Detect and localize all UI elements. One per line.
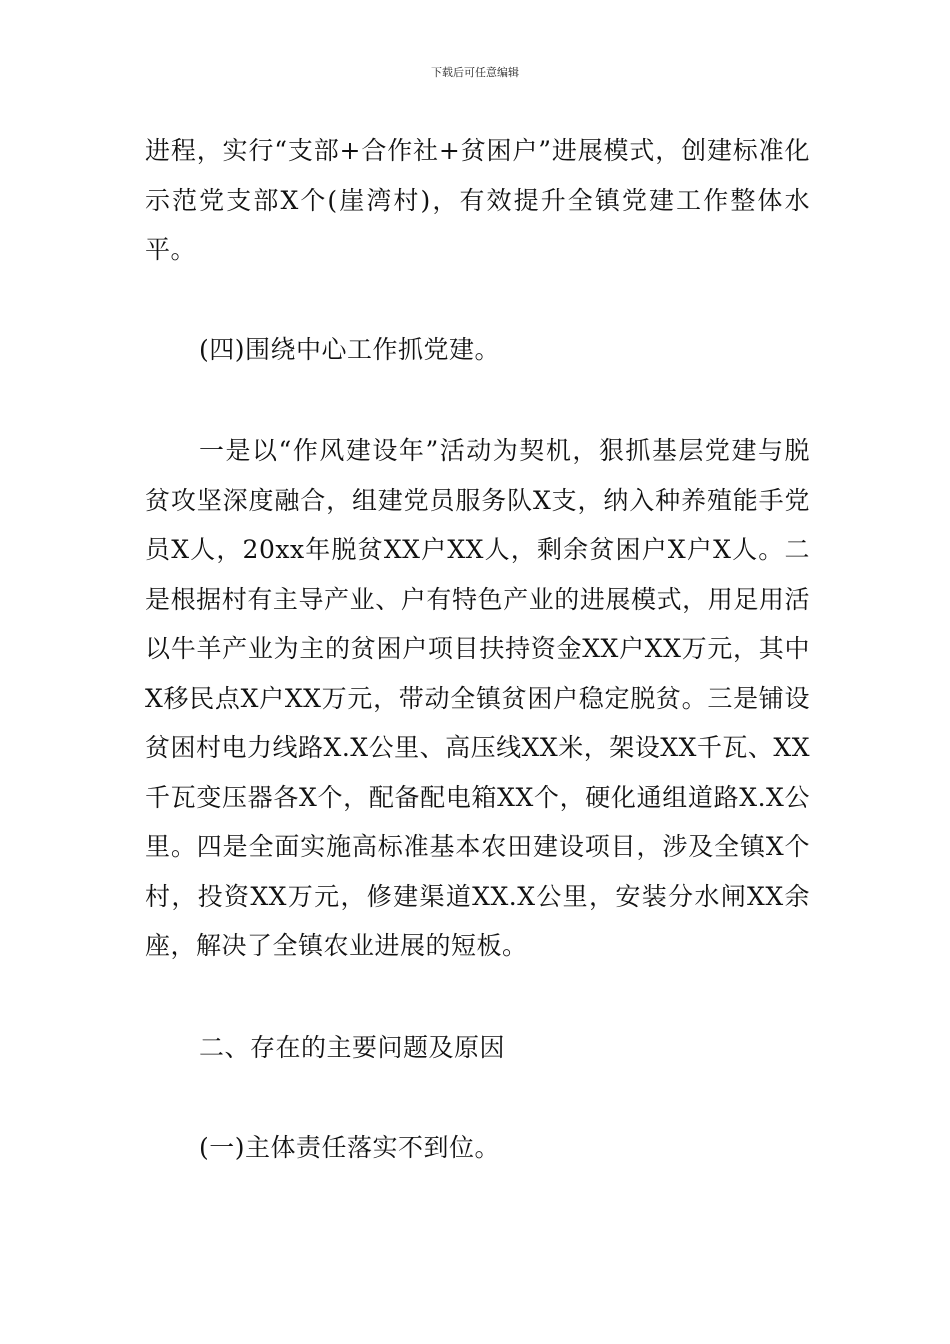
section-heading-party-building: (四)围绕中心工作抓党建。 xyxy=(199,334,501,364)
subsection-heading-responsibility: (一)主体责任落实不到位。 xyxy=(199,1133,501,1162)
paragraph-continuation: 进程，实行“支部+合作社+贫困户”进展模式，创建标准化示范党支部X个(崖湾村)，有效提升全镇党建工作整体水平。 xyxy=(145,136,810,264)
section-heading-problems: 二、存在的主要问题及原因 xyxy=(199,1032,506,1062)
document-body xyxy=(145,126,810,1173)
paragraph-measures: 一是以“作风建设年”活动为契机，狠抓基层党建与脱贫攻坚深度融合，组建党员服务队X支，纳入种养殖能手党员X人，20xx年脱贫XX户XX人，剩余贫困户X户X人。二是根据村有主导产业、户有特色产业的进展模式，用足用活以牛羊产业为主的贫困户项目扶持资金XX户XX万元，其中X移民点X户XX万元，带动全镇贫困户稳定脱贫。三是铺设贫困村电力线路X.X公里、高压线XX米，架设XX千瓦、XX千瓦变压器各X个，配备配电箱XX个，硬化通组道路X.X公里。四是全面实施高标准基本农田建设项目，涉及全镇X个村，投资XX万元，修建渠道XX.X公里，安装分水闸XX余座，解决了全镇农业进展的短板。 xyxy=(145,436,810,960)
page-header-note: 下载后可任意编辑 xyxy=(431,66,519,79)
